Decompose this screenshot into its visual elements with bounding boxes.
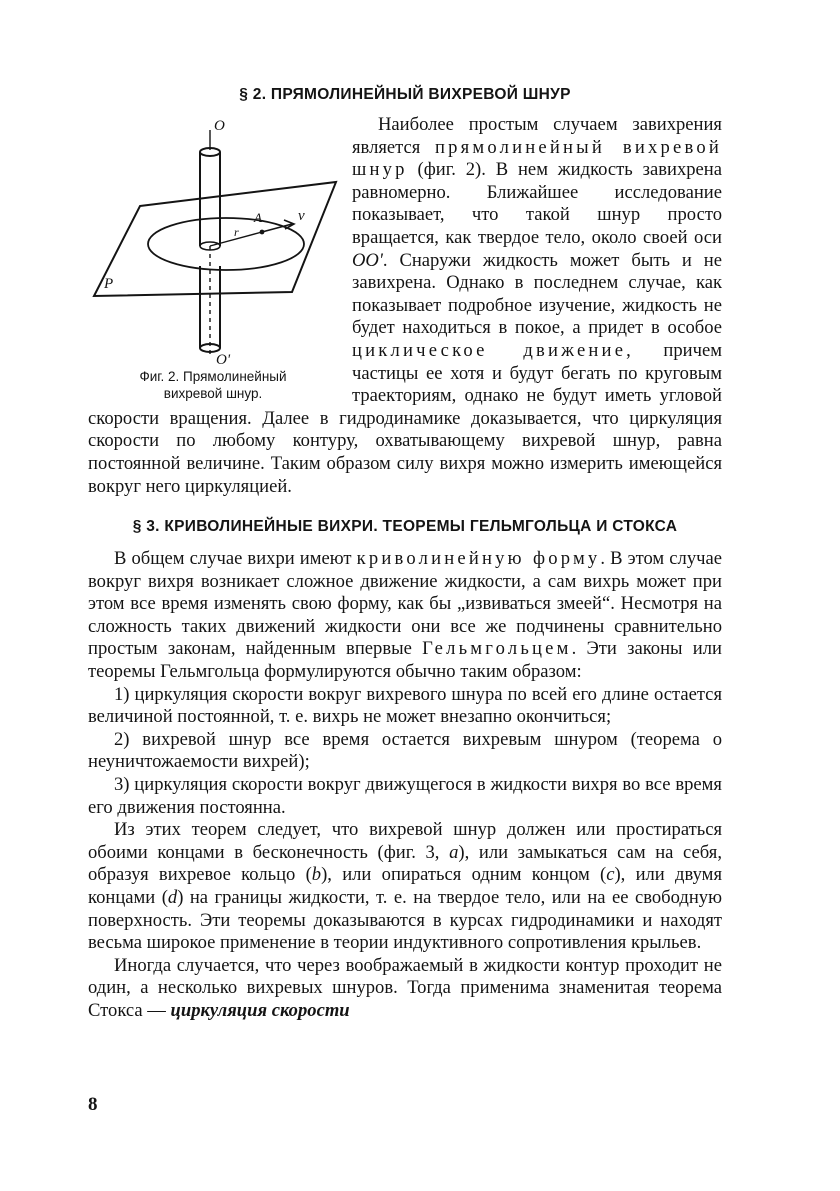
section-3-heading: § 3. КРИВОЛИНЕЙНЫЕ ВИХРИ. ТЕОРЕМЫ ГЕЛЬМГОЛЬЦА И СТОКСА [132,518,678,536]
caption-line-2: вихревой шнур. [163,386,263,401]
name-helmholtz: Гельмгольцем [422,638,572,660]
section-3-paragraph-1: В общем случае вихри имеют криволинейную форму. В этом случае вокруг вихря возникает сложное движение жидкости, а сам вихрь может при этом все время изменять свою форму, как бы „извиваться змеей“. Несмотря на сложность таких движений жидкости они все же подчинены сравнительно простым законам, найденным впервые Гельмгольцем. Эти законы или теоремы Гельмгольца формулируются обычно таким образом: [88,548,722,683]
label-o: O [214,118,225,134]
label-v: v [298,208,305,224]
caption-line-1: Фиг. 2. Прямолинейный [139,369,287,384]
section-2-heading: § 2. ПРЯМОЛИНЕЙНЫЙ ВИХРЕВОЙ ШНУР [239,86,571,103]
axis-label: OO' [352,249,383,271]
term-cyclic-motion: циклическое движение [352,339,627,361]
figure-caption [88,368,338,402]
emphasis-circulation: циркуляция скорости [170,999,350,1021]
label-o-prime: O' [216,352,231,366]
section-3-paragraph-2: Из этих теорем следует, что вихревой шнур должен или простираться обоими концами в бесконечность (фиг. 3, a), или замыкаться сам на себя, образуя вихревое кольцо (b), или опираться одним концом (c), или двумя концами (d) на границы жидкости, т. е. на твердое тело, или на ее свободную поверхность. Эти теоремы доказываются в курсах гидродинамики и находят весьма широкое применение в теории индуктивного сопротивления крыльев. [88,819,722,954]
figure-2 [88,116,338,402]
page-number: 8 [88,1094,98,1115]
book-page [88,82,722,1023]
section-2-paragraph: Наиболее простым случаем завихрения является прямолинейный вихревой шнур (фиг. 2). В нем жидкость завихрена равномерно. Ближайшее исследование показывает, что такой шнур просто вращается, как твердое тело, около своей оси OO'. Снаружи жидкость может быть и не завихрена. Однако в последнем случае, как показывает подробное изучение, жидкость не будет находиться в покое, а придет в особое циклическое движение, причем частицы ее хотя и будут бегать по круговым траекториям, однако не будут иметь угловой скорости вращения. Далее в гидродинамике доказывается, что циркуляция скорости по любому контуру, охватывающему вихревой шнур, равна постоянной величине. Таким образом силу вихря можно измерить имеющейся вокруг него циркуляцией. [88,114,722,497]
label-a: A [254,210,262,225]
circular-trajectory [148,218,304,270]
vortex-cord-diagram [88,116,338,366]
theorem-item-2: 2) вихревой шнур все время остается вихревым шнуром (теорема о неуничтожаемости вихрей); [88,728,722,773]
term-straight-vortex: прямолинейный вихревой шнур [352,136,722,181]
theorem-item-1: 1) циркуляция скорости вокруг вихревого шнура по всей его длине остается величиной постоянной, т. е. вихрь не может внезапно окончиться; [88,683,722,728]
plane-p [94,182,336,296]
theorem-item-3: 3) циркуляция скорости вокруг движущегося в жидкости вихря во все время его движения постоянна. [88,774,722,818]
label-r: r [234,225,239,239]
section-3-paragraph-3: Иногда случается, что через воображаемый в жидкости контур проходит не один, а несколько вихревых шнуров. Тогда применима знаменитая теорема Стокса — циркуляция скорости [88,954,722,1021]
label-p: P [104,276,114,292]
term-curvilinear-form: криволинейную форму [356,548,601,570]
